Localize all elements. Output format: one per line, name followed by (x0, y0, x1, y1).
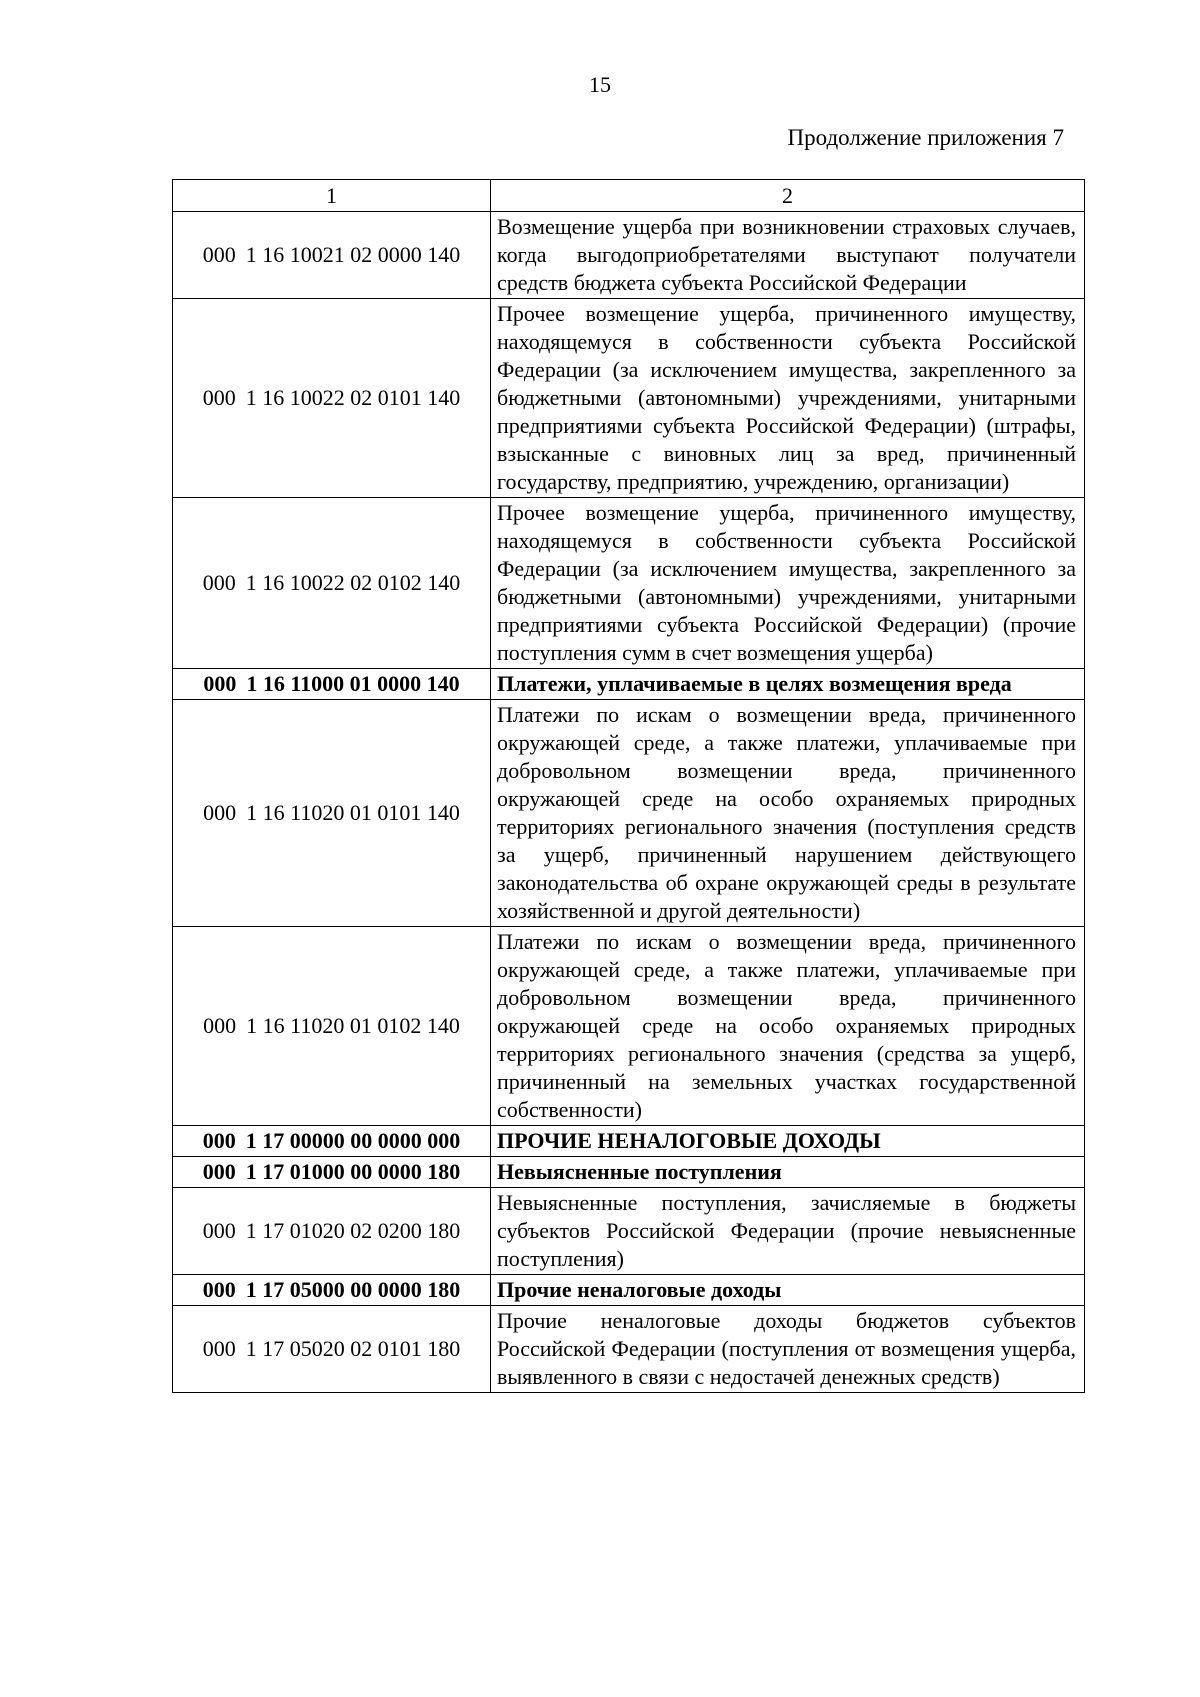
budget-code-cell (173, 498, 491, 669)
table-row (173, 299, 1085, 498)
admin-code: 000 (202, 1128, 236, 1153)
budget-code-cell (173, 212, 491, 299)
income-name-cell: Платежи по искам о возмещении вреда, причиненного окружающей среде, а также платежи, уплачиваемые при добровольном возмещении вреда, причиненного окружающей среде на особо охраняемых природных территориях регионального значения (средства за ущерб, причиненный на земельных участках государственной собственности) (491, 927, 1085, 1126)
admin-code: 000 (203, 1013, 237, 1038)
income-name-cell: Невыясненные поступления, зачисляемые в бюджеты субъектов Российской Федерации (прочие невыясненные поступления) (491, 1188, 1085, 1275)
budget-code: 1 17 05020 02 0101 180 (245, 1336, 461, 1361)
table-row (173, 1275, 1085, 1306)
income-name-cell: Возмещение ущерба при возникновении страховых случаев, когда выгодоприобретателями выступают получатели средств бюджета субъекта Российской Федерации (491, 212, 1085, 299)
budget-code-cell (173, 1157, 491, 1188)
budget-code: 1 17 00000 00 0000 000 (245, 1128, 461, 1153)
admin-code: 000 (203, 671, 237, 696)
budget-code-cell (173, 1306, 491, 1393)
budget-code-cell (173, 299, 491, 498)
income-name-cell: Прочее возмещение ущерба, причиненного имуществу, находящемуся в собственности субъекта Российской Федерации (за исключением имущества, закрепленного за бюджетными (автономными) учреждениями, унитарными предприятиями субъекта Российской Федерации) (штрафы, взысканные с виновных лиц за вред, причиненный государству, предприятию, учреждению, организации) (491, 299, 1085, 498)
table-row (173, 927, 1085, 1126)
budget-code: 1 16 10022 02 0102 140 (245, 570, 461, 595)
table-row (173, 498, 1085, 669)
admin-code: 000 (202, 1277, 236, 1302)
income-name-cell: Платежи по искам о возмещении вреда, причиненного окружающей среде, а также платежи, уплачиваемые при добровольном возмещении вреда, причиненного окружающей среде на особо охраняемых природных территориях регионального значения (поступления средств за ущерб, причиненный нарушением действующего законодательства об охране окружающей среды в результате хозяйственной и другой деятельности) (491, 700, 1085, 927)
table-header-row (173, 180, 1085, 212)
admin-code: 000 (203, 800, 237, 825)
income-name-cell: Невыясненные поступления (491, 1157, 1085, 1188)
income-name-cell: Платежи, уплачиваемые в целях возмещения вреда (491, 669, 1085, 700)
budget-code-cell (173, 669, 491, 700)
income-name-cell: Прочее возмещение ущерба, причиненного имуществу, находящемуся в собственности субъекта Российской Федерации (за исключением имущества, закрепленного за бюджетными (автономными) учреждениями, унитарными предприятиями субъекта Российской Федерации) (прочие поступления сумм в счет возмещения ущерба) (491, 498, 1085, 669)
budget-classification-table (172, 179, 1085, 1393)
admin-code: 000 (202, 385, 236, 410)
budget-code: 1 16 11000 01 0000 140 (246, 671, 460, 696)
admin-code: 000 (202, 570, 236, 595)
income-name-cell: Прочие неналоговые доходы бюджетов субъектов Российской Федерации (поступления от возмещения ущерба, выявленного в связи с недостачей денежных средств) (491, 1306, 1085, 1393)
table-row (173, 700, 1085, 927)
column-header-code: 1 (173, 180, 491, 212)
page-number: 15 (589, 72, 611, 97)
appendix-continuation-label: Продолжение приложения 7 (787, 125, 1064, 150)
budget-code: 1 16 11020 01 0102 140 (246, 1013, 460, 1038)
table-row (173, 1157, 1085, 1188)
admin-code: 000 (202, 1218, 236, 1243)
admin-code: 000 (202, 1159, 236, 1184)
budget-code-cell (173, 1126, 491, 1157)
admin-code: 000 (202, 1336, 236, 1361)
admin-code: 000 (202, 242, 236, 267)
table-row (173, 1126, 1085, 1157)
budget-code: 1 17 01000 00 0000 180 (245, 1159, 461, 1184)
budget-code-cell (173, 700, 491, 927)
budget-code: 1 17 01020 02 0200 180 (245, 1218, 461, 1243)
table-row (173, 1306, 1085, 1393)
budget-code-cell (173, 927, 491, 1126)
table-row (173, 1188, 1085, 1275)
budget-code: 1 17 05000 00 0000 180 (245, 1277, 461, 1302)
budget-code: 1 16 10022 02 0101 140 (245, 385, 461, 410)
budget-code-cell (173, 1275, 491, 1306)
income-name-cell: Прочие неналоговые доходы (491, 1275, 1085, 1306)
budget-code-cell (173, 1188, 491, 1275)
budget-code: 1 16 11020 01 0101 140 (246, 800, 460, 825)
budget-code: 1 16 10021 02 0000 140 (245, 242, 461, 267)
table-row (173, 669, 1085, 700)
income-name-cell: ПРОЧИЕ НЕНАЛОГОВЫЕ ДОХОДЫ (491, 1126, 1085, 1157)
table-row (173, 212, 1085, 299)
column-header-name: 2 (491, 180, 1085, 212)
